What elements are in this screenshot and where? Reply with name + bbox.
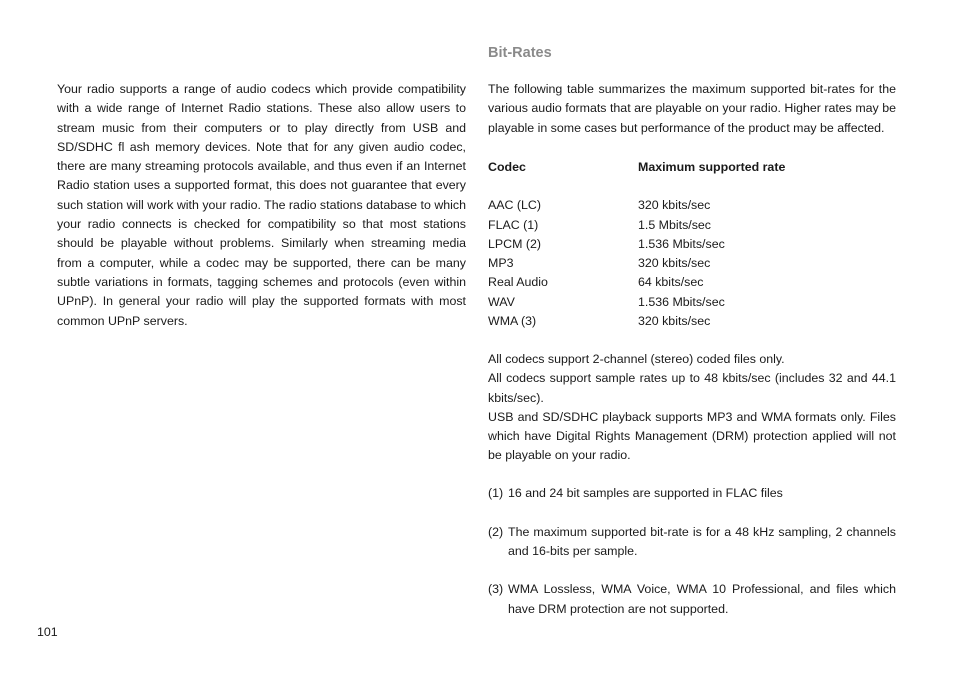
footnote-number: (2)	[488, 524, 504, 539]
footnote-number: (1)	[488, 486, 504, 500]
codec-cell: AAC (LC)	[488, 198, 542, 213]
codec-cell: Real Audio	[488, 275, 548, 290]
footnote-text: WMA Lossless, WMA Voice, WMA 10 Professional, and files which have DRM protection are not supported.	[508, 582, 896, 616]
page-number: 101	[37, 625, 58, 639]
footnote-number: (3)	[488, 582, 504, 597]
footnote-1	[488, 484, 896, 503]
codec-cell: MP3	[488, 256, 514, 271]
codec-cell: LPCM (2)	[488, 236, 542, 251]
note-sample-rates: All codecs support sample rates up to 48 kbits/sec (includes 32 and 44.1 kbits/sec).	[488, 371, 896, 405]
codec-cell: WMA (3)	[488, 314, 537, 329]
rate-cell: 64 kbits/sec	[638, 275, 704, 290]
footnote-text: 16 and 24 bit samples are supported in FLAC files	[508, 486, 783, 500]
footnotes	[488, 484, 896, 638]
codec-support-paragraph: Your radio supports a range of audio codecs which provide compatibility with a wide range of Internet Radio stations. These also allow users to stream music from their computers or to play directly from USB and SD/SDHC fl ash memory devices. Note that for any given audio codec, there are many streaming protocols available, and thus even if an Internet Radio station uses a supported format, this does not guarantee that every such station will work with your radio. The radio stations database to which your radio connects is checked for compatibility so that most stations should be playable without problems. Similarly when streaming media from a computer, while a codec may be supported, there can be many subtle variations in formats, tagging schemes and protocols (even within UPnP). In general your radio will play the supported formats with most common UPnP servers.	[57, 82, 466, 328]
table-row	[488, 235, 896, 254]
rate-cell: 320 kbits/sec	[638, 198, 711, 213]
rate-cell: 1.5 Mbits/sec	[638, 217, 711, 232]
table-header-rate: Maximum supported rate	[638, 160, 786, 174]
table-row	[488, 273, 896, 292]
table-row	[488, 196, 896, 215]
section-title: Bit-Rates	[488, 45, 552, 61]
table-header-codec: Codec	[488, 160, 526, 174]
codec-cell: WAV	[488, 294, 515, 309]
table-row	[488, 312, 896, 331]
codec-cell: FLAC (1)	[488, 217, 539, 232]
table-row	[488, 216, 896, 235]
rate-cell: 1.536 Mbits/sec	[638, 294, 725, 309]
table-row	[488, 254, 896, 273]
bit-rates-table	[488, 158, 896, 331]
footnote-3	[488, 580, 896, 619]
rate-cell: 1.536 Mbits/sec	[638, 236, 725, 251]
codec-notes	[488, 350, 896, 466]
note-usb-drm: USB and SD/SDHC playback supports MP3 and WMA formats only. Files which have Digital Rights Management (DRM) protection applied will not be playable on your radio.	[488, 409, 896, 463]
footnote-2	[488, 523, 896, 562]
table-row	[488, 293, 896, 312]
rate-cell: 320 kbits/sec	[638, 256, 711, 271]
note-stereo: All codecs support 2-channel (stereo) coded files only.	[488, 352, 785, 366]
table-header-row	[488, 158, 896, 177]
footnote-text: The maximum supported bit-rate is for a 48 kHz sampling, 2 channels and 16-bits per sample.	[508, 524, 896, 558]
rate-cell: 320 kbits/sec	[638, 314, 711, 329]
intro-paragraph: The following table summarizes the maximum supported bit-rates for the various audio formats that are playable on your radio. Higher rates may be playable in some cases but performance of the product may be affected.	[488, 82, 896, 135]
